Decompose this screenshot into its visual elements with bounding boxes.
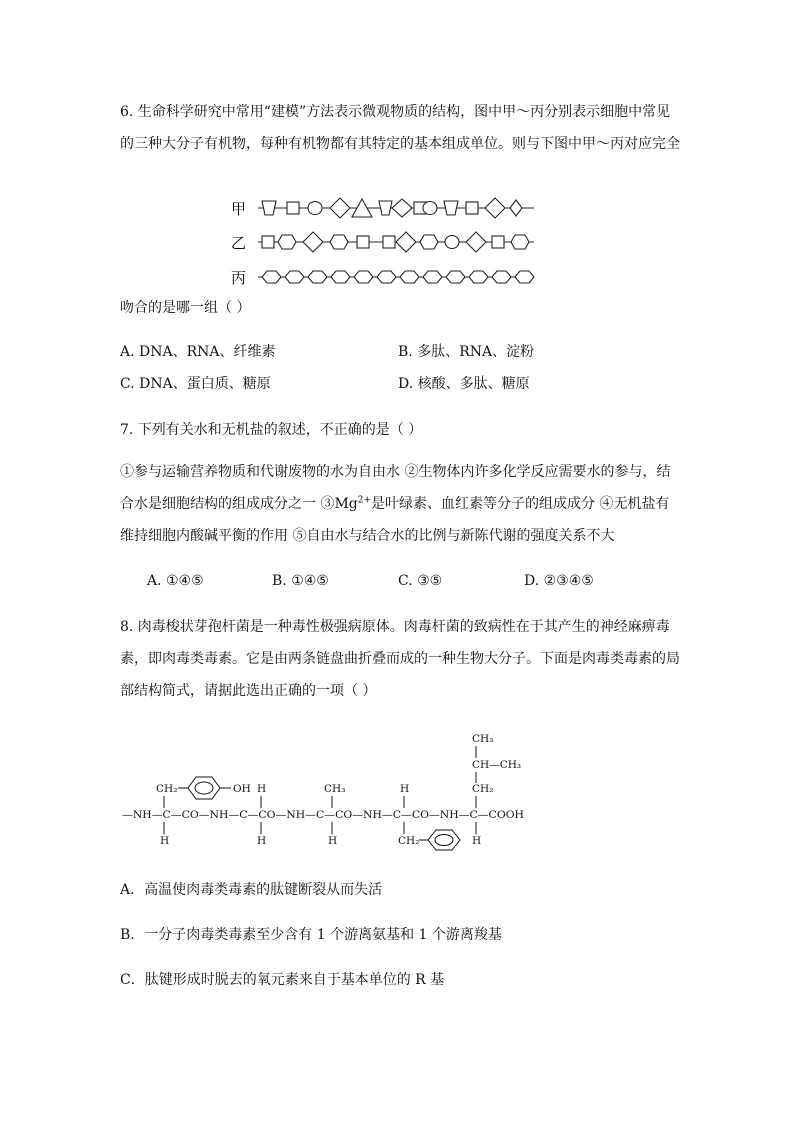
r5-h: H [472,835,482,847]
row-label-bing: 丙 [231,269,247,287]
botulinum-structure-formula [0,728,794,858]
r5-ch3: CH₃ [472,733,494,745]
r4-h: H [400,783,410,795]
q8-stem-line3: 部结构简式，请据此选出正确的一项（ ） [120,683,377,699]
row-jia [258,198,534,218]
r5-ch2: CH₂ [472,783,494,795]
row-yi [258,232,534,252]
q8-option-b: B．一分子肉毒类毒素至少含有 1 个游离氨基和 1 个游离羧基 [120,927,502,943]
r2-h: H [257,783,267,795]
r1-ch2: CH₂ [156,783,178,795]
q6-monomer-diagram [0,188,794,298]
q8-option-c: C．肽键形成时脱去的氧元素来自于基本单位的 R 基 [120,972,445,988]
q7-statements-line1: ①参与运输营养物质和代谢废物的水为自由水 ②生物体内许多化学反应需要水的参与，结 [120,464,671,480]
q7-statements-line3: 维持细胞内酸碱平衡的作用 ⑤自由水与结合水的比例与新陈代谢的强度关系不大 [120,528,615,544]
q7-option-a: A. ①④⑤ [147,573,204,589]
r2-h-lower: H [257,835,267,847]
q6-option-d: D. 核酸、多肽、糖原 [398,376,530,392]
r4-ch2: CH₂ [398,835,420,847]
backbone: —NH—C—CO—NH—C—CO—NH—C—CO—NH—C—CO—NH—C—COOH [122,809,524,821]
q7-option-d: D. ②③④⑤ [524,573,594,589]
r3-h: H [328,835,338,847]
r3-ch3: CH₃ [324,783,346,795]
r5-ch: CH—CH₃ [472,759,522,771]
q7-option-b: B. ①④⑤ [272,573,329,589]
q7-option-c: C. ③⑤ [398,573,443,589]
r1-oh: OH [233,783,251,795]
r1-h: H [160,835,170,847]
q6-option-b: B. 多肽、RNA、淀粉 [398,344,535,360]
q7-statements-line2: 合水是细胞结构的组成成分之一 $③Mg^{2+}$是叶绿素、血红素等分子的组成成分 ④无机盐有 [120,495,670,512]
row-bing [258,271,534,283]
q6-option-c: C. DNA、蛋白质、糖原 [120,376,271,392]
q8-stem-line2: 素，即肉毒类毒素。它是由两条链盘曲折叠而成的一种生物大分子。下面是肉毒类毒素的局 [120,651,680,667]
q6-option-a: A. DNA、RNA、纤维素 [120,344,276,360]
row-label-yi: 乙 [231,234,247,252]
q6-stem-line2: 的三种大分子有机物，每种有机物都有其特定的基本组成单位。则与下图中甲～丙对应完全 [120,136,680,152]
q8-stem-line1: 8. 肉毒梭状芽孢杆菌是一种毒性极强病原体。肉毒杆菌的致病性在于其产生的神经麻痹毒 [120,619,670,635]
q8-option-a: A．高温使肉毒类毒素的肽键断裂从而失活 [120,882,383,898]
row-label-jia: 甲 [231,200,247,218]
q7-stem: 7. 下列有关水和无机盐的叙述，不正确的是（ ） [120,422,423,438]
q6-stem-line3: 吻合的是哪一组（ ） [120,300,251,316]
q6-stem-line1: 6. 生命科学研究中常用“建模”方法表示微观物质的结构，图中甲～丙分别表示细胞中常见 [120,104,671,120]
